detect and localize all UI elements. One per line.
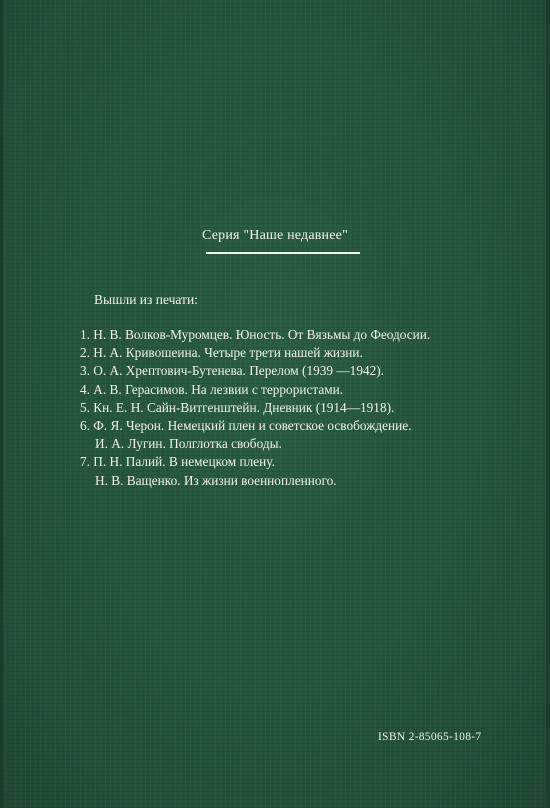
- isbn-number: ISBN 2-85065-108-7: [378, 731, 482, 743]
- series-title: Серия "Наше недавнее": [202, 228, 348, 243]
- list-item: 5. Кн. Е. Н. Сайн-Витгенштейн. Дневник (1914—1918).: [80, 399, 395, 415]
- list-item: 1. Н. В. Волков-Муромцев. Юность. От Вязьмы до Феодосии.: [80, 327, 431, 342]
- list-item: 7. П. Н. Палий. В немецком плену.: [80, 454, 275, 470]
- published-heading: Вышли из печати:: [94, 292, 198, 307]
- list-item: И. А. Лугин. Полглотка свободы.: [95, 436, 282, 452]
- list-item: 2. Н. А. Кривошеина. Четыре трети нашей жизни.: [80, 345, 363, 361]
- list-item: 4. А. В. Герасимов. На лезвии с террористами.: [80, 381, 344, 397]
- published-books-list: [80, 326, 430, 490]
- series-underline: [206, 252, 360, 254]
- cover-left-edge: [0, 0, 3, 808]
- list-item: Н. В. Ващенко. Из жизни военнопленного.: [95, 472, 337, 488]
- list-item: 6. Ф. Я. Черон. Немецкий плен и советское освобождение.: [80, 418, 412, 434]
- list-item: 3. О. А. Хрептович-Бутенева. Перелом (1939 —1942).: [80, 363, 385, 379]
- cover-right-edge: [546, 0, 550, 808]
